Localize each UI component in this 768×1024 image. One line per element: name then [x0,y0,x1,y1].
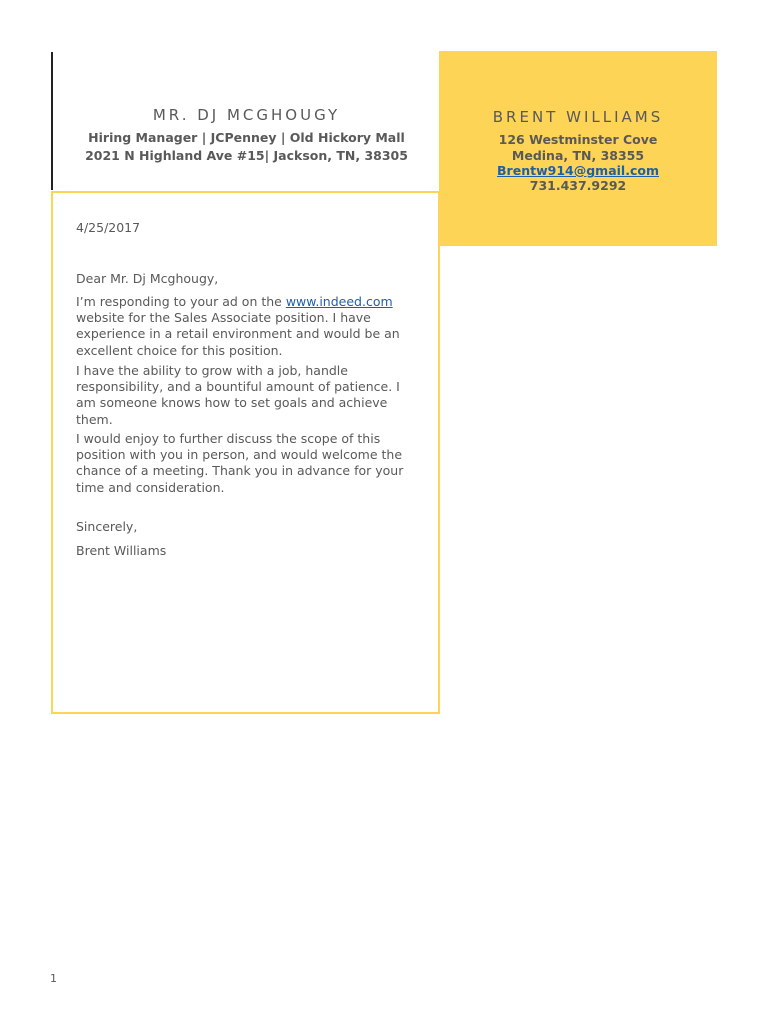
letter-paragraph-2: I have the ability to grow with a job, handle responsibility, and a bountiful amount of patience. I am someone knows how to set goals and achieve them. [76,363,400,427]
letter-signature: Brent Williams [76,543,167,558]
letter-body [51,191,440,714]
indeed-link[interactable]: www.indeed.com [285,294,393,309]
letter-closing: Sincerely, [76,519,138,534]
paragraph-1-text-end: website for the Sales Associate position. I have experience in a retail environment and would be an excellent choice for this position. [76,310,400,358]
recipient-name: MR. DJ MCGHOUGY [152,106,341,124]
recipient-title-line: Hiring Manager | JCPenney | Old Hickory Mall [88,130,405,145]
letter-paragraph-3: I would enjoy to further discuss the scope of this position with you in person, and would welcome the chance of a meeting. Thank you in advance for your time and consideration. [76,431,404,495]
letter-paragraph-1 [76,294,412,359]
recipient-address-line: 2021 N Highland Ave #15| Jackson, TN, 38305 [85,148,408,163]
page-number: 1 [50,972,57,985]
sender-phone: 731.437.9292 [529,178,627,193]
letter-date: 4/25/2017 [76,220,141,235]
letter-salutation: Dear Mr. Dj Mcghougy, [76,271,219,286]
sender-street: 126 Westminster Cove [498,132,658,147]
sender-name: BRENT WILLIAMS [492,108,664,126]
paragraph-1-text-start: I’m responding to your ad on the [76,294,286,309]
recipient-block [51,52,438,190]
sender-city: Medina, TN, 38355 [511,148,645,163]
sender-block [439,51,717,246]
sender-email-link[interactable]: Brentw914@gmail.com [497,163,659,178]
